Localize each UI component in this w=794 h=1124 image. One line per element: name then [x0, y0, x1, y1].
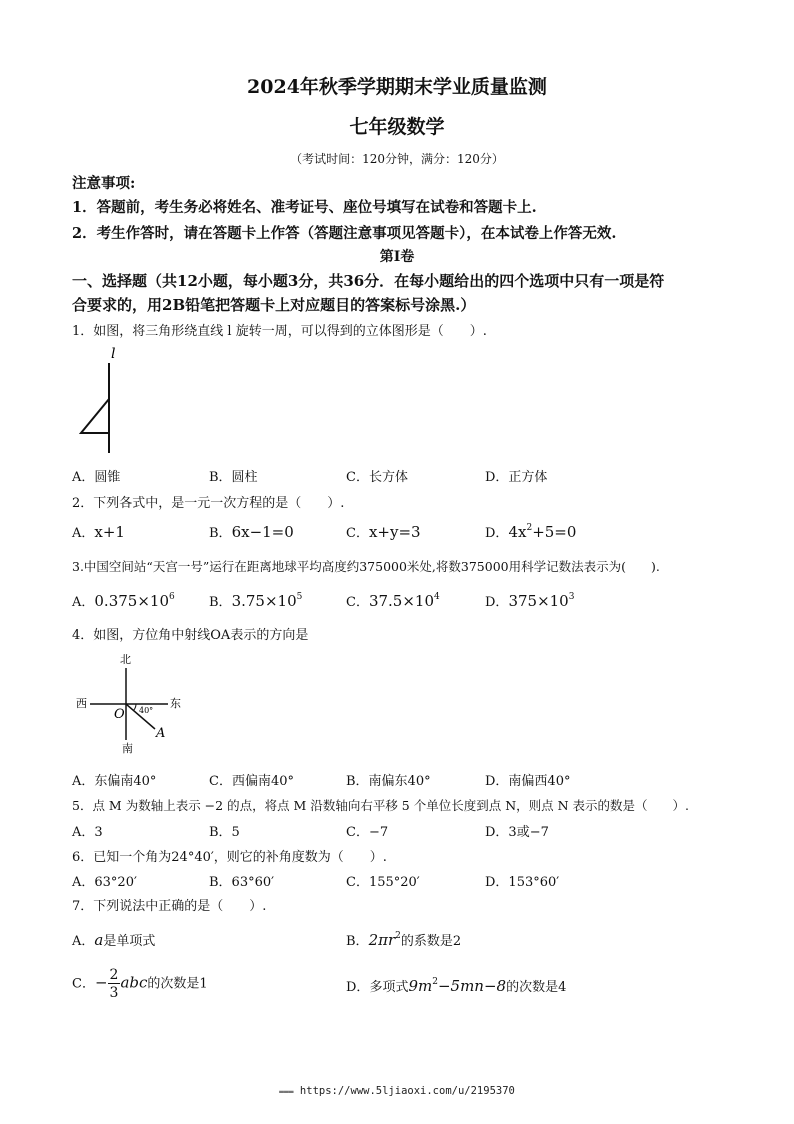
question-6-stem: 6．已知一个角为24°40′，则它的补角度数为（ ）.	[72, 850, 387, 865]
q3-option-d-letter: D．	[485, 595, 509, 610]
footer-logo-icon: ▬▬▬	[279, 1087, 294, 1096]
q4-label-origin: O	[114, 707, 125, 722]
q7-option-b-exp: 2	[395, 931, 401, 941]
q7-option-d-pre: 多项式	[369, 980, 409, 995]
q7-option-b-text: 的系数是2	[400, 934, 462, 949]
section-heading-line2: 合要求的，用2B铅笔把答题卡上对应题目的答案标号涂黑.）	[72, 296, 476, 314]
q6-option-b: B．63°60′	[209, 875, 275, 890]
q7-option-d-text: 的次数是4	[506, 980, 567, 995]
q2-option-a-expr: x+1	[94, 523, 125, 541]
q3-option-c-letter: C．	[346, 595, 369, 610]
q7-option-c-minus: −	[94, 973, 108, 992]
q2-option-b-expr: 6x−1=0	[231, 523, 294, 541]
q7-option-c-expr: abc	[120, 973, 148, 992]
q2-option-b	[209, 522, 294, 541]
q5-option-d: D．3或−7	[485, 825, 549, 840]
q4-option-c: C．西偏南40°	[209, 774, 294, 789]
q3-option-b	[209, 591, 302, 610]
exam-info: （考试时间：120分钟，满分：120分）	[290, 152, 504, 166]
q6-option-d: D．153°60′	[485, 875, 560, 890]
q3-option-d-exp: 3	[568, 592, 575, 602]
q3-option-d	[485, 591, 574, 610]
q7-option-c-text: 的次数是1	[147, 976, 208, 992]
q2-option-d-exp: 2	[526, 523, 533, 533]
q4-label-a: A	[156, 726, 166, 741]
q3-option-d-base: 375×10	[508, 592, 569, 610]
question-7-stem: 7．下列说法中正确的是（ ）.	[72, 899, 267, 914]
q7-option-c-letter: C．	[72, 976, 95, 992]
q3-option-c-base: 37.5×10	[368, 592, 435, 610]
q2-option-d-expr-base: 4x	[508, 523, 527, 541]
q7-option-b-expr: 2πr	[368, 931, 396, 949]
q2-option-a-letter: A．	[72, 526, 95, 541]
q7-option-b-letter: B．	[346, 934, 369, 949]
q2-option-b-letter: B．	[209, 526, 232, 541]
q4-label-east: 东	[170, 697, 181, 710]
q7-option-a	[72, 930, 155, 949]
q7-fraction-denominator: 3	[109, 985, 119, 1001]
q2-option-d-letter: D．	[485, 526, 509, 541]
q7-fraction-numerator: 2	[109, 967, 119, 983]
q1-figure	[72, 345, 132, 457]
question-5-stem: 5．点 M 为数轴上表示 −2 的点，将点 M 沿数轴向右平移 5 个单位长度到点 N，则点 N 表示的数是（ ）.	[72, 798, 689, 813]
q2-option-c-expr: x+y=3	[368, 523, 421, 541]
q4-angle-arc	[134, 704, 136, 710]
q7-option-d-letter: D．	[346, 980, 370, 995]
q5-option-b: B．5	[209, 825, 240, 840]
q4-option-b: B．南偏东40°	[346, 774, 431, 789]
exam-title: 2024年秋季学期期末学业质量监测	[247, 76, 547, 98]
q3-option-c	[346, 591, 440, 610]
q7-option-b	[346, 930, 461, 949]
question-4-stem: 4．如图，方位角中射线OA表示的方向是	[72, 628, 309, 643]
q3-option-a-letter: A．	[72, 595, 95, 610]
q4-label-west: 西	[76, 697, 87, 710]
q1-option-b: B．圆柱	[209, 470, 258, 485]
q5-option-c: C．−7	[346, 825, 389, 840]
q3-option-a-exp: 6	[169, 592, 175, 602]
q4-option-a: A．东偏南40°	[72, 774, 157, 789]
q3-option-b-base: 3.75×10	[231, 592, 297, 610]
q7-option-c	[72, 968, 208, 1000]
q4-compass-figure	[72, 650, 202, 760]
q1-line-label: l	[111, 346, 116, 362]
question-1-stem: 1．如图，将三角形绕直线 l 旋转一周，可以得到的立体图形是（ ）.	[72, 324, 487, 339]
q1-triangle	[81, 399, 109, 433]
q2-option-c	[346, 522, 421, 541]
question-3-stem: 3.中国空间站“天宫一号”运行在距离地球平均高度约375000米处,将数375000用科学记数法表示为( ).	[72, 559, 660, 574]
q2-option-d	[485, 522, 576, 541]
q7-option-d-expr1: 9m	[408, 977, 433, 995]
q7-option-d	[346, 976, 566, 995]
footer-url[interactable]: https://www.5ljiaoxi.com/u/2195370	[299, 1085, 515, 1097]
q4-label-south: 南	[122, 742, 133, 755]
notice-item-1: 1．答题前，考生务必将姓名、准考证号、座位号填写在试卷和答题卡上.	[72, 199, 537, 216]
q7-option-c-fraction	[108, 968, 121, 1000]
volume-label: 第Ⅰ卷	[379, 249, 415, 265]
q4-option-d: D．南偏西40°	[485, 774, 571, 789]
q2-option-a	[72, 522, 125, 541]
question-2-stem: 2．下列各式中，是一元一次方程的是（ ）.	[72, 496, 345, 511]
q1-option-c: C．长方体	[346, 470, 408, 485]
q7-option-a-expr: a	[94, 931, 104, 949]
q3-option-b-exp: 5	[296, 592, 303, 602]
section-heading-line1: 一、选择题（共12小题，每小题3分，共36分．在每小题给出的四个选项中只有一项是符	[72, 272, 665, 290]
q3-option-a-base: 0.375×10	[94, 592, 169, 610]
q1-option-d: D．正方体	[485, 470, 548, 485]
q7-option-d-expr2: −5mn−8	[437, 977, 507, 995]
q4-label-angle: 40°	[139, 706, 154, 715]
q2-option-d-expr-rest: +5=0	[532, 523, 577, 541]
q7-option-a-text: 是单项式	[103, 934, 156, 949]
q4-label-north: 北	[120, 653, 131, 666]
q3-option-c-exp: 4	[434, 592, 440, 602]
notice-item-2: 2．考生作答时，请在答题卡上作答（答题注意事项见答题卡），在本试卷上作答无效.	[72, 225, 617, 242]
q2-option-c-letter: C．	[346, 526, 369, 541]
q7-option-d-exp: 2	[432, 977, 438, 987]
footer-watermark	[0, 1085, 794, 1097]
exam-subtitle: 七年级数学	[349, 116, 445, 138]
q3-option-a	[72, 591, 175, 610]
notice-heading: 注意事项:	[72, 175, 136, 192]
q1-option-a: A．圆锥	[72, 470, 121, 485]
q7-option-a-letter: A．	[72, 934, 95, 949]
q5-option-a: A．3	[72, 825, 103, 840]
q3-option-b-letter: B．	[209, 595, 232, 610]
q6-option-c: C．155°20′	[346, 875, 420, 890]
q6-option-a: A．63°20′	[72, 875, 137, 890]
